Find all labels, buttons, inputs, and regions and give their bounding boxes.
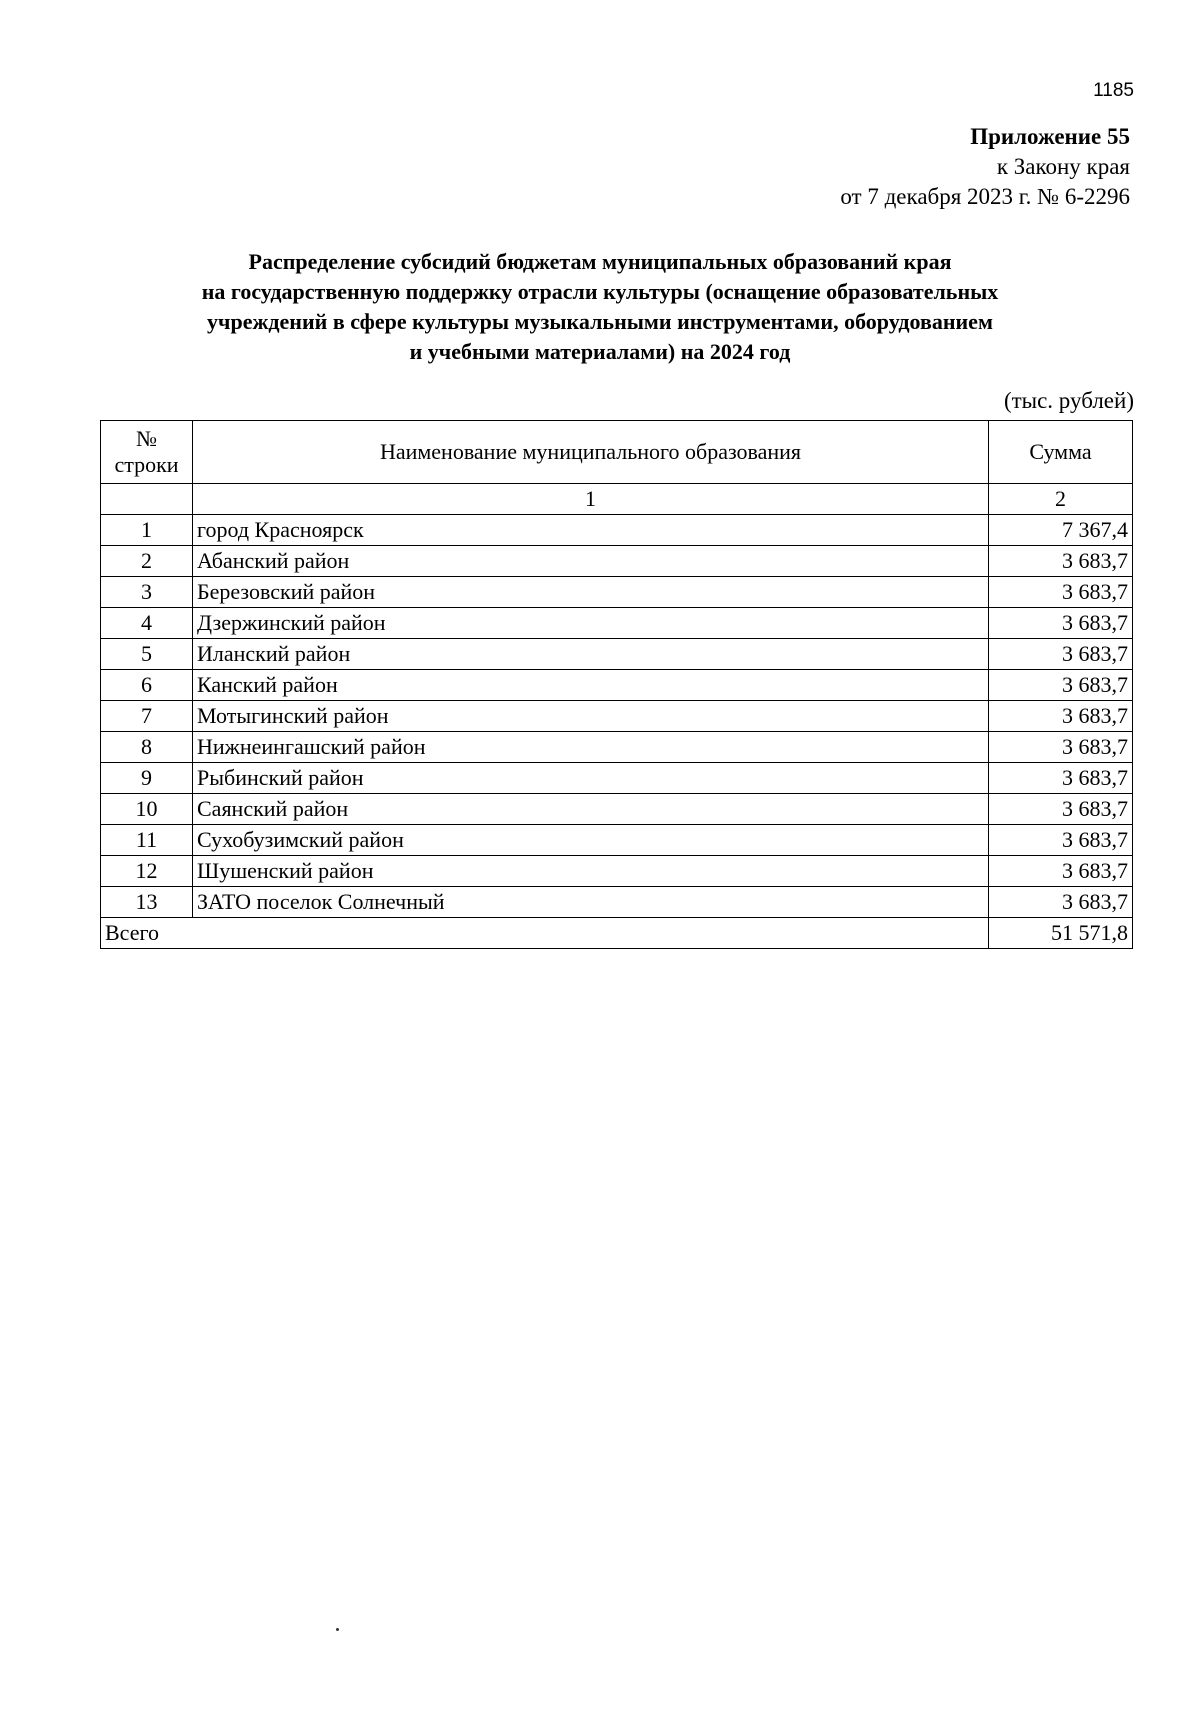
table-row xyxy=(101,577,1133,608)
table-row xyxy=(101,763,1133,794)
units-label: (тыс. рублей) xyxy=(1003,388,1134,413)
table-row xyxy=(101,701,1133,732)
table-row xyxy=(101,825,1133,856)
row-number-cell: 6 xyxy=(101,670,193,701)
table-row xyxy=(101,856,1133,887)
row-number-cell: 10 xyxy=(101,794,193,825)
row-name-cell: Сухобузимский район xyxy=(193,825,989,856)
title-line-2: на государственную поддержку отрасли культуры (оснащение образовательных xyxy=(201,279,999,304)
table-row xyxy=(101,515,1133,546)
header-name: Наименование муниципального образования xyxy=(193,421,989,484)
row-number-cell: 12 xyxy=(101,856,193,887)
table-row xyxy=(101,670,1133,701)
row-name-cell: Иланский район xyxy=(193,639,989,670)
row-number-cell: 5 xyxy=(101,639,193,670)
appendix-title: Приложение 55 xyxy=(970,124,1130,149)
row-name-cell: город Красноярск xyxy=(193,515,989,546)
row-number-cell: 9 xyxy=(101,763,193,794)
row-number-cell: 3 xyxy=(101,577,193,608)
row-sum-cell: 3 683,7 xyxy=(989,856,1133,887)
row-name-cell: Абанский район xyxy=(193,546,989,577)
table-row xyxy=(101,732,1133,763)
row-number-cell: 7 xyxy=(101,701,193,732)
row-sum-cell: 3 683,7 xyxy=(989,763,1133,794)
row-number-cell: 11 xyxy=(101,825,193,856)
row-name-cell: Березовский район xyxy=(193,577,989,608)
row-name-cell: Нижнеингашский район xyxy=(193,732,989,763)
row-name-cell: Дзержинский район xyxy=(193,608,989,639)
row-number-cell: 8 xyxy=(101,732,193,763)
header-sum: Сумма xyxy=(989,421,1133,484)
table-row xyxy=(101,639,1133,670)
table-body xyxy=(101,421,1133,949)
title-line-3: учреждений в сфере культуры музыкальными инструментами, оборудованием xyxy=(207,309,993,334)
appendix-law-ref: к Закону края xyxy=(996,154,1130,179)
subsidy-table xyxy=(100,420,1133,949)
table-header-row xyxy=(101,421,1133,484)
row-number-cell: 1 xyxy=(101,515,193,546)
header-number-word: строки xyxy=(114,452,179,477)
row-name-cell: Канский район xyxy=(193,670,989,701)
column-index-sum: 2 xyxy=(989,484,1133,515)
row-name-cell: Мотыгинский район xyxy=(193,701,989,732)
row-sum-cell: 3 683,7 xyxy=(989,794,1133,825)
header-row-number xyxy=(101,421,193,484)
column-index-name: 1 xyxy=(193,484,989,515)
row-sum-cell: 7 367,4 xyxy=(989,515,1133,546)
scan-speck xyxy=(336,1628,339,1631)
row-sum-cell: 3 683,7 xyxy=(989,608,1133,639)
appendix-law-date: от 7 декабря 2023 г. № 6-2296 xyxy=(840,184,1130,209)
column-index-empty xyxy=(101,484,193,515)
row-number-cell: 4 xyxy=(101,608,193,639)
row-sum-cell: 3 683,7 xyxy=(989,732,1133,763)
table-row xyxy=(101,794,1133,825)
row-sum-cell: 3 683,7 xyxy=(989,639,1133,670)
table-row xyxy=(101,887,1133,918)
row-number-cell: 2 xyxy=(101,546,193,577)
header-number-sign: № xyxy=(136,426,157,451)
page-number: 1185 xyxy=(1093,80,1134,101)
appendix-header xyxy=(840,122,1130,212)
row-sum-cell: 3 683,7 xyxy=(989,577,1133,608)
row-sum-cell: 3 683,7 xyxy=(989,546,1133,577)
title-line-1: Распределение субсидий бюджетам муниципальных образований края xyxy=(248,249,952,274)
row-sum-cell: 3 683,7 xyxy=(989,825,1133,856)
title-line-4: и учебными материалами) на 2024 год xyxy=(409,339,791,364)
row-sum-cell: 3 683,7 xyxy=(989,670,1133,701)
row-sum-cell: 3 683,7 xyxy=(989,887,1133,918)
row-name-cell: ЗАТО поселок Солнечный xyxy=(193,887,989,918)
row-name-cell: Саянский район xyxy=(193,794,989,825)
row-sum-cell: 3 683,7 xyxy=(989,701,1133,732)
column-index-row xyxy=(101,484,1133,515)
row-name-cell: Рыбинский район xyxy=(193,763,989,794)
row-name-cell: Шушенский район xyxy=(193,856,989,887)
total-label: Всего xyxy=(101,918,989,949)
table-row xyxy=(101,608,1133,639)
total-sum: 51 571,8 xyxy=(989,918,1133,949)
table-row xyxy=(101,546,1133,577)
row-number-cell: 13 xyxy=(101,887,193,918)
total-row xyxy=(101,918,1133,949)
document-title xyxy=(100,247,1100,367)
